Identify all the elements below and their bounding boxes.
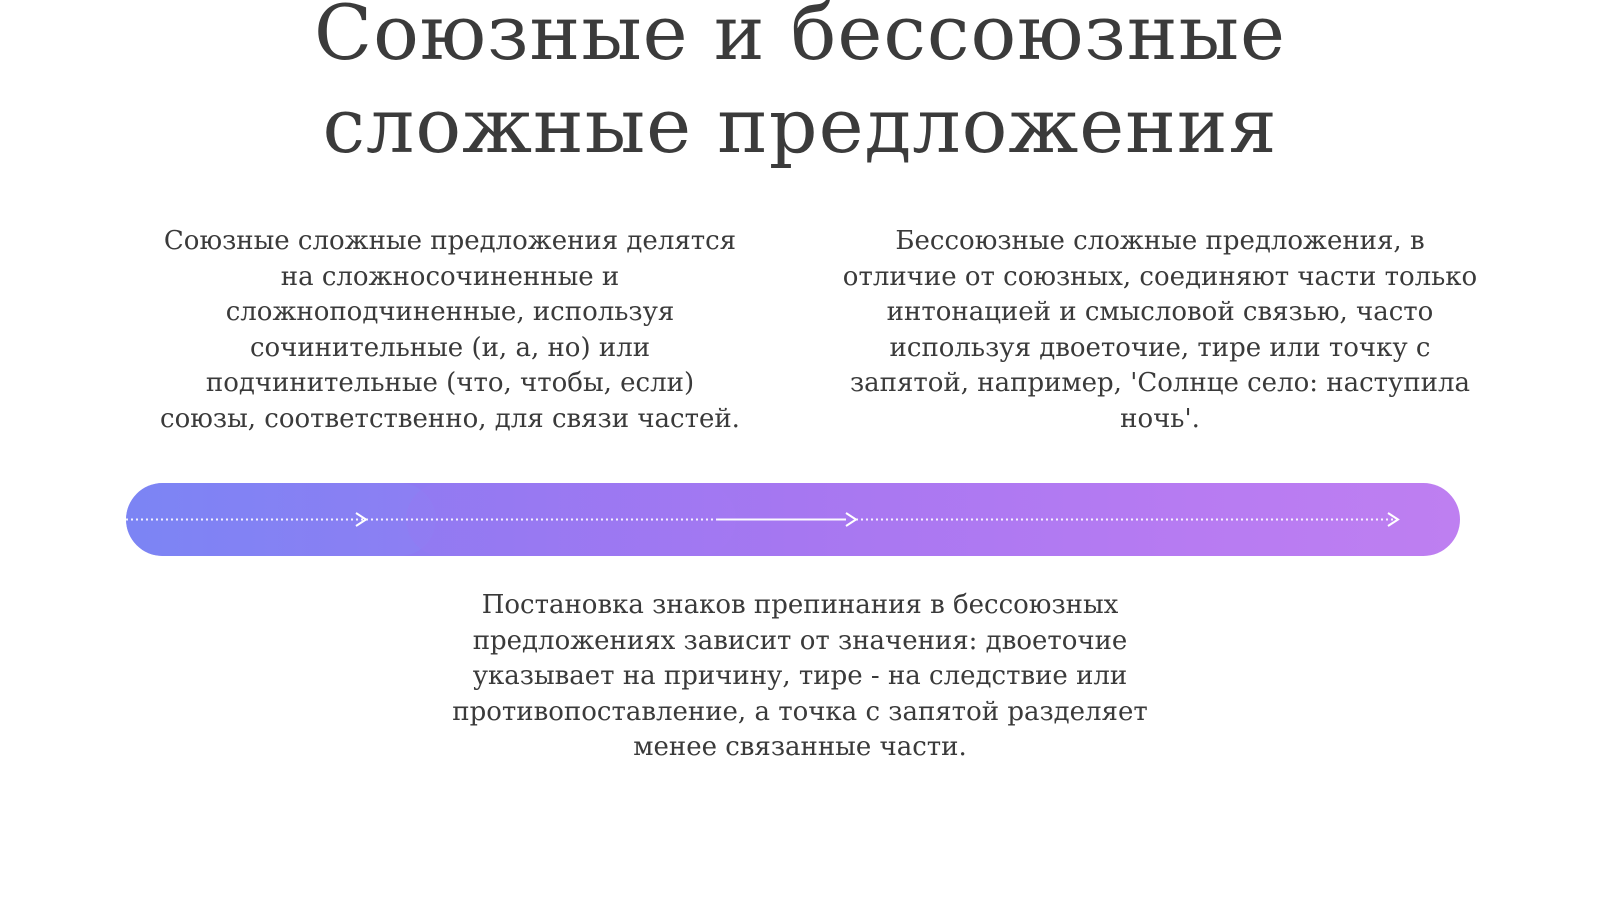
bottom-text-block: Постановка знаков препинания в бессоюзных предложениях зависит от значения: двоеточие указывает на причину, тире - на следствие или противопоставление, а точка с запятой разделяет менее связанные части. (452, 590, 1148, 762)
arrow-right-icon (846, 513, 856, 526)
right-text-block: Бессоюзные сложные предложения, в отличие от союзных, соединяют части только интонацией и смысловой связью, часто используя двоеточие, тире или точку с запятой, например, 'Солнце село: наступила ночь'. (842, 226, 1478, 434)
left-text-block: Союзные сложные предложения делятся на сложносочиненные и сложноподчиненные, используя сочинительные (и, а, но) или подчинительные (что, чтобы, если) союзы, соответственно, для связи частей. (160, 226, 740, 434)
timeline-arrows (126, 483, 1460, 556)
timeline-bar (126, 483, 1460, 556)
slide-title (0, 0, 1600, 172)
title-line-1: Союзные и бессоюзные (314, 0, 1286, 77)
title-line-2: сложные предложения (322, 81, 1278, 170)
